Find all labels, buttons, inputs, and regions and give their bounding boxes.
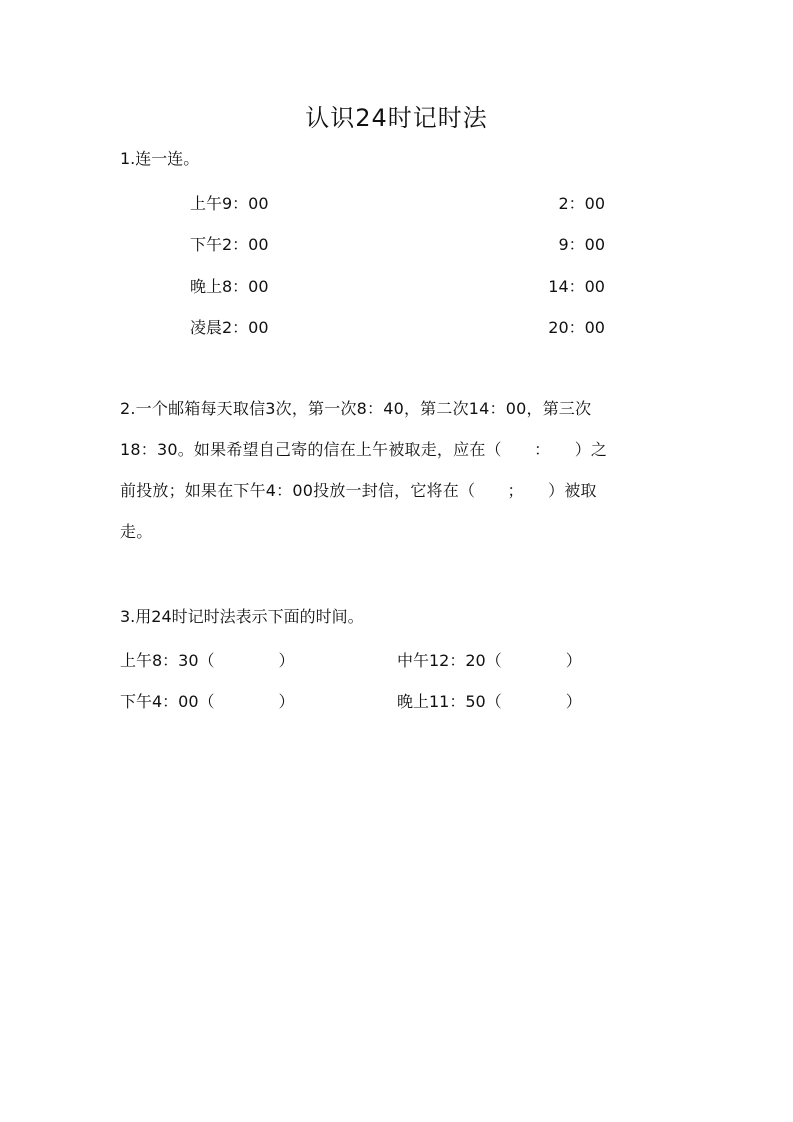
q1-right-item: 20：00: [548, 318, 605, 337]
q1-right-item: 2：00: [558, 194, 605, 213]
q1-heading: 1.连一连。: [120, 149, 200, 168]
q2-line: 18：30。如果希望自己寄的信在上午被取走，应在（ ： ）之: [120, 440, 608, 459]
q3-item: 中午12：20（ ）: [397, 651, 582, 670]
q1-right-item: 14：00: [548, 277, 605, 296]
q1-left-item: 晚上8：00: [190, 277, 269, 296]
q3-item: 上午8：30（ ）: [120, 651, 295, 670]
q3-item: 晚上11：50（ ）: [397, 692, 582, 711]
q2-paragraph: [120, 388, 675, 552]
q1-left-item: 下午2：00: [190, 235, 269, 254]
q2-line: 前投放；如果在下午4：00投放一封信，它将在（ ； ）被取: [120, 481, 597, 500]
q3-heading: 3.用24时记时法表示下面的时间。: [120, 607, 364, 626]
q2-line: 走。: [120, 522, 153, 541]
q1-left-item: 凌晨2：00: [190, 318, 269, 337]
q1-right-item: 9：00: [558, 235, 605, 254]
q2-line: 2.一个邮箱每天取信3次，第一次8：40，第二次14：00，第三次: [120, 399, 592, 418]
page-title: 认识24时记时法: [305, 104, 488, 132]
q3-item: 下午4：00（ ）: [120, 692, 295, 711]
q1-left-item: 上午9：00: [190, 194, 269, 213]
